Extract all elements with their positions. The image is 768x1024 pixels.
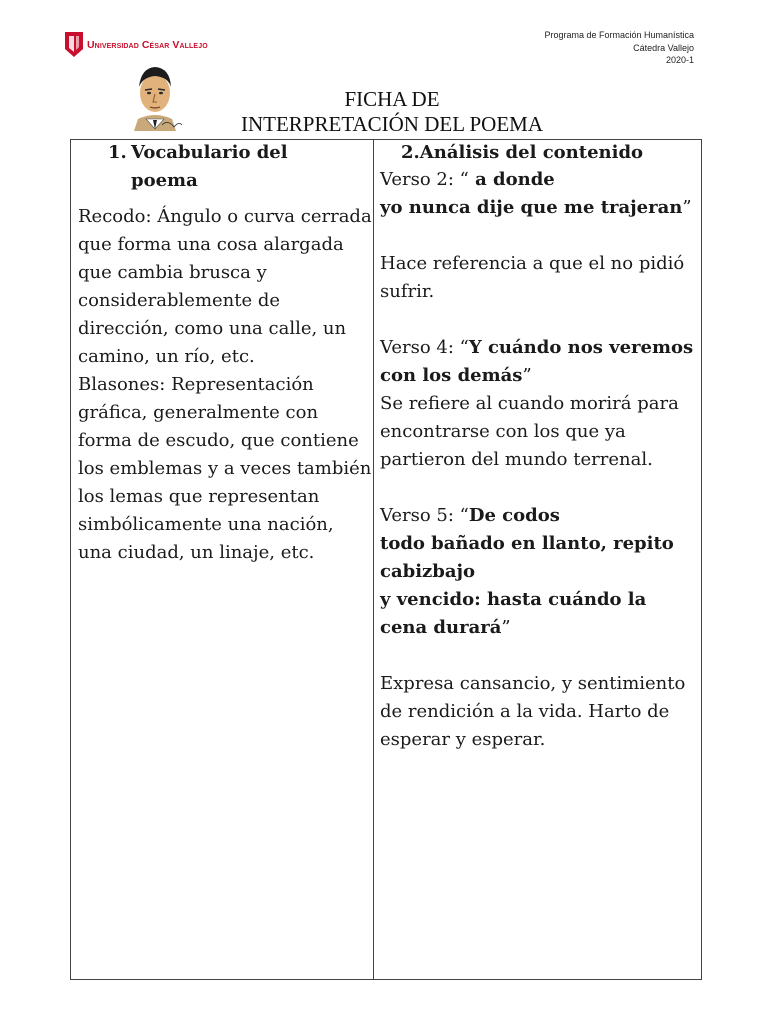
vocabulary-term: Blasones:: [78, 374, 166, 395]
vocabulary-heading-line-2: poema: [131, 170, 198, 191]
vocabulary-term: Recodo:: [78, 206, 152, 227]
verse-text: De codos todo bañado en llanto, repito cabizbajo y vencido: hasta cuándo la cena durará: [380, 505, 674, 638]
interpretation-table: [70, 139, 702, 980]
verse-label: Verso 5: “: [380, 505, 469, 526]
analysis-list: [380, 166, 698, 754]
term-year: 2020-1: [665, 55, 694, 65]
vocabulary-entry: [78, 371, 372, 567]
university-shield-icon: [64, 31, 84, 58]
column-divider: [373, 140, 374, 979]
verse-comment: Hace referencia a que el no pidió sufrir.: [380, 253, 685, 302]
vocabulary-definition: Ángulo o curva cerrada que forma una cosa alargada que cambia brusca y considerablemente de dirección, como una calle, un camino, un río, etc.: [78, 206, 372, 367]
university-name: Universidad César Vallejo: [87, 38, 208, 51]
vocabulary-definition: Representación gráfica, generalmente con forma de escudo, que contiene los emblemas y a veces también los lemas que representan simbólicamente una nación, una ciudad, un linaje, etc.: [78, 374, 372, 563]
university-logo: [64, 31, 208, 58]
program-info: [544, 29, 694, 67]
verse-comment: Se refiere al cuando morirá para encontrarse con los que ya partieron del mundo terrenal.: [380, 393, 679, 470]
analysis-heading: 2.Análisis del contenido: [401, 142, 644, 163]
page-title-line-1: FICHA DE: [344, 87, 440, 111]
verse-quote: [380, 166, 698, 222]
verse-text: a donde yo nunca dije que me trajeran: [380, 169, 683, 218]
verse-quote: [380, 502, 698, 642]
quote-close: ”: [682, 197, 692, 218]
program-name: Programa de Formación Humanística: [544, 30, 694, 40]
verse-label: Verso 2: “: [380, 169, 469, 190]
verse-comment: Expresa cansancio, y sentimiento de rendición a la vida. Harto de esperar y esperar.: [380, 673, 686, 750]
vocabulary-number: 1.: [108, 142, 127, 163]
quote-close: ”: [522, 365, 532, 386]
verse-label: Verso 4: “: [380, 337, 469, 358]
vocabulary-heading: Vocabulario del: [131, 142, 288, 163]
verse-text: Y cuándo nos veremos con los demás: [380, 337, 694, 386]
verse-quote: [380, 334, 698, 390]
quote-close: ”: [501, 617, 511, 638]
page-title-line-2: INTERPRETACIÓN DEL POEMA: [240, 112, 544, 136]
catedra-name: Cátedra Vallejo: [633, 42, 694, 53]
vocabulary-entry: [78, 203, 372, 371]
vocabulary-list: [78, 203, 372, 567]
